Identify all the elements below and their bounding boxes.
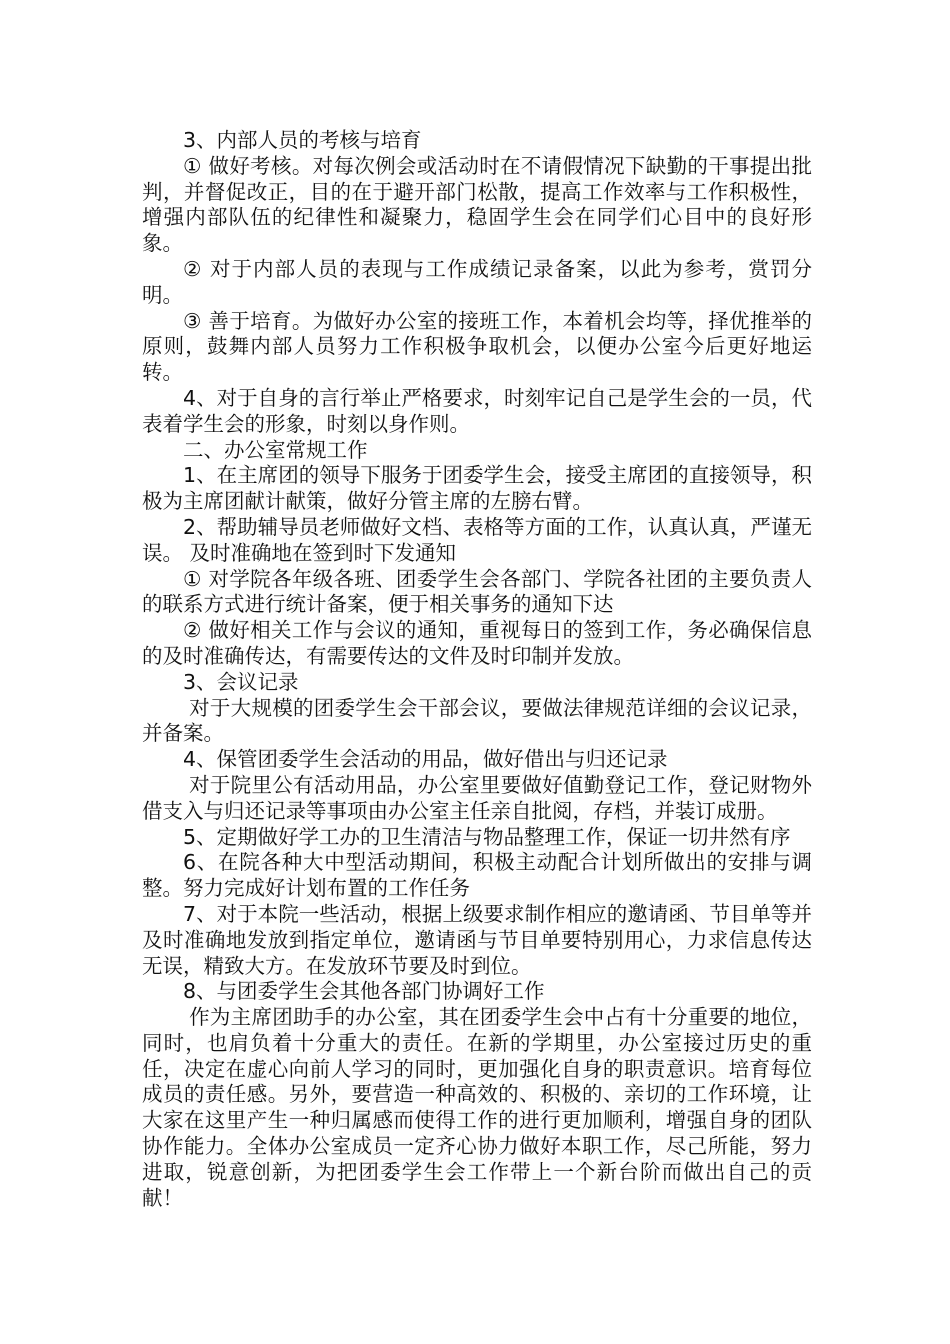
paragraph-routine-1: 1、在主席团的领导下服务于团委学生会，接受主席团的直接领导，积极为主席团献计献策，做好分管主席的左膀右臂。 — [142, 463, 812, 514]
paragraph-events: 6、在院各种大中型活动期间，积极主动配合计划所做出的安排与调整。努力完成好计划布置的工作任务 — [142, 850, 812, 901]
heading-routine-work: 二、办公室常规工作 — [183, 437, 368, 462]
paragraph-invitations: 7、对于本院一些活动，根据上级要求制作相应的邀请函、节目单等并及时准确地发放到指定单位，邀请函与节目单要特别用心，力求信息传达无误，精致大方。在发放环节要及时到位。 — [142, 901, 812, 978]
paragraph-supplies: 对于院里公有活动用品，办公室里要做好值勤登记工作，登记财物外借支入与归还记录等事项由办公室主任亲自批阅，存档，并装订成册。 — [142, 772, 812, 823]
paragraph-cleaning: 5、定期做好学工办的卫生清洁与物品整理工作，保证一切井然有序 — [183, 824, 791, 849]
paragraph-notices: ② 做好相关工作与会议的通知，重视每日的签到工作，务必确保信息的及时准确传达，有需要传达的文件及时印制并发放。 — [142, 618, 812, 668]
paragraph-assessment: ① 做好考核。对每次例会或活动时在不请假情况下缺勤的干事提出批判，并督促改正，目的在于避开部门松散，提高工作效率与工作积极性，增强内部队伍的纪律性和凝聚力，稳固学生会在同学们心目中的良好形象。 — [142, 153, 812, 256]
document-body — [142, 128, 812, 1211]
paragraph-self-discipline: 4、对于自身的言行举止严格要求，时刻牢记自己是学生会的一员，代表着学生会的形象，时刻以身作则。 — [142, 385, 812, 436]
paragraph-contacts: ① 对学院各年级各班、团委学生会各部门、学院各社团的主要负责人的联系方式进行统计备案，便于相关事务的通知下达 — [142, 566, 812, 617]
heading-coordination: 8、与团委学生会其他各部门协调好工作 — [183, 979, 545, 1004]
heading-supplies: 4、保管团委学生会活动的用品，做好借出与归还记录 — [183, 747, 668, 772]
paragraph-conclusion: 作为主席团助手的办公室，其在团委学生会中占有十分重要的地位，同时，也肩负着十分重大的责任。在新的学期里，办公室接过历史的重任，决定在虚心向前人学习的同时，更加强化自身的职责意识。培育每位成员的责任感。另外，要营造一种高效的、积极的、亲切的工作环境，让大家在这里产生一种归属感而使得工作的进行更加顺利，增强自身的团队协作能力。全体办公室成员一定齐心协力做好本职工作，尽己所能，努力进取，锐意创新，为把团委学生会工作带上一个新台阶而做出自己的贡献！ — [142, 1005, 812, 1210]
paragraph-routine-2: 2、帮助辅导员老师做好文档、表格等方面的工作，认真认真，严谨无误。 及时准确地在签到时下发通知 — [142, 514, 812, 565]
heading-internal-assessment: 3、内部人员的考核与培育 — [183, 128, 422, 152]
paragraph-training: ③ 善于培育。为做好办公室的接班工作，本着机会均等，择优推举的原则，鼓舞内部人员努力工作积极争取机会，以便办公室今后更好地运转。 — [142, 308, 812, 385]
heading-meeting-records: 3、会议记录 — [183, 669, 299, 694]
paragraph-meeting-records: 对于大规模的团委学生会干部会议，要做法律规范详细的会议记录，并备案。 — [142, 695, 812, 746]
paragraph-records: ② 对于内部人员的表现与工作成绩记录备案，以此为参考，赏罚分明。 — [142, 256, 812, 307]
